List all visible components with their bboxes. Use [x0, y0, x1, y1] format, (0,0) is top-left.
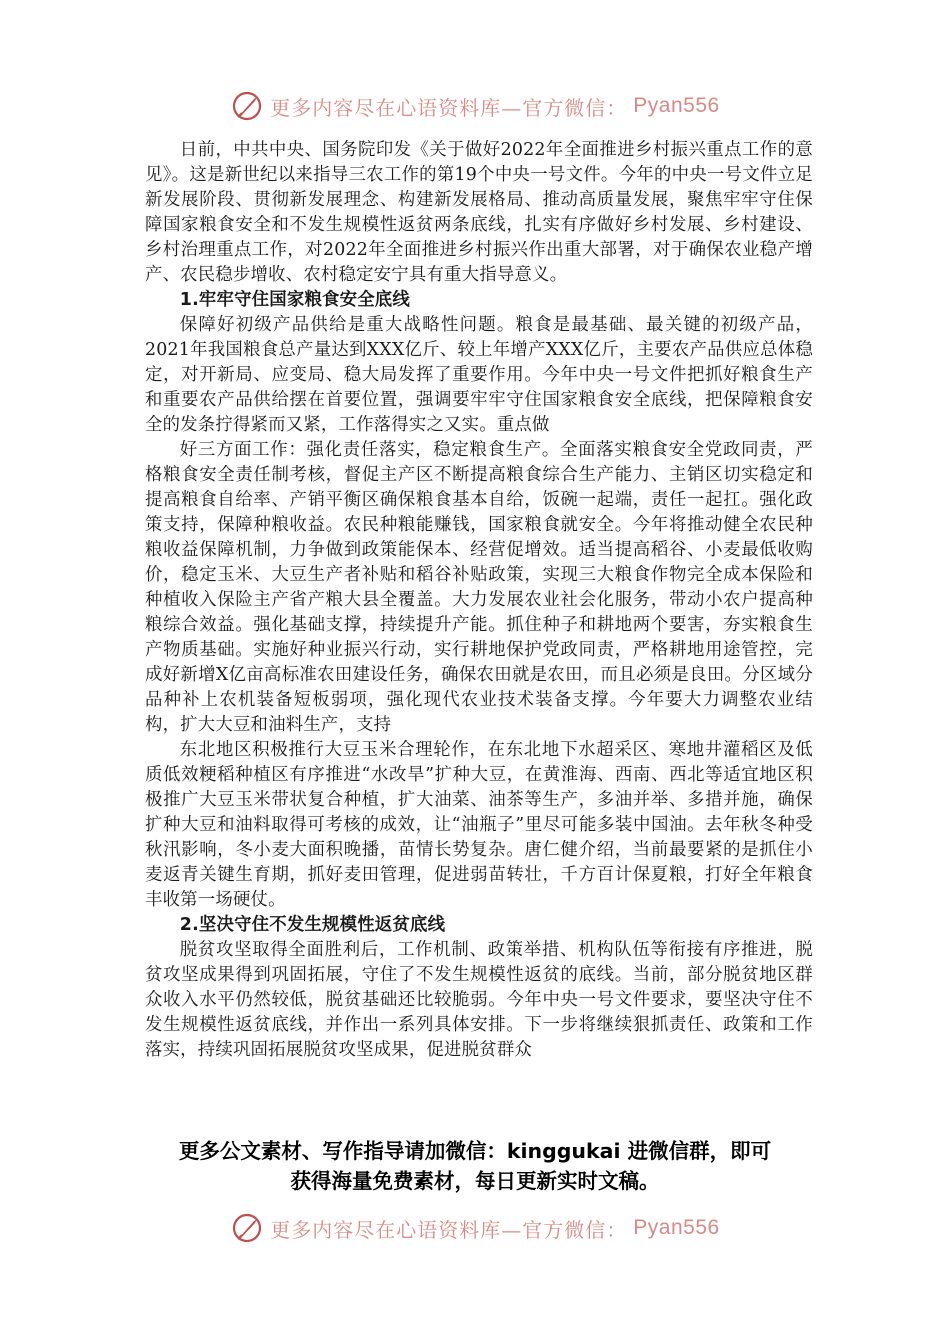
footer-watermark — [0, 1206, 950, 1250]
intro-paragraph: 日前，中共中央、国务院印发《关于做好2022年全面推进乡村振兴重点工作的意见》。这是新世纪以来指导三农工作的第19个中央一号文件。今年的中央一号文件立足新发展阶段、贯彻新发展理念、构建新发展格局、推动高质量发展，聚焦牢牢守住保障国家粮食安全和不发生规模性返贫两条底线，扎实有序做好乡村发展、乡村建设、乡村治理重点工作，对2022年全面推进乡村振兴作出重大部署，对于确保农业稳产增产、农民稳步增收、农村稳定安宁具有重大指导意义。 — [145, 140, 813, 285]
section-1-paragraph-3: 东北地区积极推行大豆玉米合理轮作，在东北地下水超采区、寒地井灌稻区及低质低效粳稻种植区有序推进“水改旱”扩种大豆，在黄淮海、西南、西北等适宜地区积极推广大豆玉米带状复合种植，扩大油菜、油茶等生产，多油并举、多措并施，确保扩种大豆和油料取得可考核的成效，让“油瓶子”里尽可能多装中国油。去年秋冬种受秋汛影响，冬小麦大面积晚播，苗情长势复杂。唐仁健介绍，当前最要紧的是抓住小麦返青关键生育期，抓好麦田管理，促进弱苗转壮，千方百计保夏粮，打好全年粮食丰收第一场硬仗。 — [145, 740, 813, 910]
section-2-paragraph-1: 脱贫攻坚取得全面胜利后，工作机制、政策举措、机构队伍等衔接有序推进，脱贫攻坚成果得到巩固拓展，守住了不发生规模性返贫的底线。当前，部分脱贫地区群众收入水平仍然较低，脱贫基础还比较脆弱。今年中央一号文件要求，要坚决守住不发生规模性返贫底线，并作出一系列具体安排。下一步将继续狠抓责任、政策和工作落实，持续巩固拓展脱贫攻坚成果，促进脱贫群众 — [145, 940, 813, 1060]
section-1-paragraph-2: 好三方面工作：强化责任落实，稳定粮食生产。全面落实粮食安全党政同责，严格粮食安全责任制考核，督促主产区不断提高粮食综合生产能力、主销区切实稳定和提高粮食自给率、产销平衡区确保粮食基本自给，饭碗一起端，责任一起扛。强化政策支持，保障种粮收益。农民种粮能赚钱，国家粮食就安全。今年将推动健全农民种粮收益保障机制，力争做到政策能保本、经营促增效。适当提高稻谷、小麦最低收购价，稳定玉米、大豆生产者补贴和稻谷补贴政策，实现三大粮食作物完全成本保险和种植收入保险主产省产粮大县全覆盖。大力发展农业社会化服务，带动小农户提高种粮综合效益。强化基础支撑，持续提升产能。抓住种子和耕地两个要害，夯实粮食生产物质基础。实施好种业振兴行动，实行耕地保护党政同责，严格耕地用途管控，完成好新增X亿亩高标准农田建设任务，确保农田就是农田，而且必须是良田。分区域分品种补上农机装备短板弱项，强化现代农业技术装备支撑。今年要大力调整农业结构，扩大大豆和油料生产，支持 — [145, 440, 813, 735]
quill-logo-icon — [230, 1211, 264, 1245]
watermark-wechat-id: Pyan556 — [633, 94, 720, 117]
watermark-text: 更多内容尽在心语资料库—官方微信： — [270, 95, 628, 120]
promo-line-2: 获得海量免费素材，每日更新实时文稿。 — [290, 1169, 660, 1193]
quill-logo-icon — [230, 89, 264, 123]
promo-line-1: 更多公文素材、写作指导请加微信：kinggukai 进微信群，即可 — [178, 1139, 772, 1163]
watermark-wechat-id: Pyan556 — [633, 1216, 720, 1239]
article-body — [145, 138, 813, 1063]
promo-notice — [0, 1136, 950, 1196]
section-1-paragraph-1: 保障好初级产品供给是重大战略性问题。粮食是最基础、最关键的初级产品，2021年我国粮食总产量达到XXX亿斤、较上年增产XXX亿斤，主要农产品供应总体稳定，对开新局、应变局、稳大局发挥了重要作用。今年中央一号文件把抓好粮食生产和重要农产品供给摆在首要位置，强调要牢牢守住国家粮食安全底线，把保障粮食安全的发条拧得紧而又紧，工作落得实之又实。重点做 — [145, 315, 813, 435]
watermark-text: 更多内容尽在心语资料库—官方微信： — [270, 1217, 628, 1242]
section-2-heading: 2.坚决守住不发生规模性返贫底线 — [179, 915, 446, 935]
section-1-heading: 1.牢牢守住国家粮食安全底线 — [179, 290, 410, 310]
header-watermark — [0, 84, 950, 128]
